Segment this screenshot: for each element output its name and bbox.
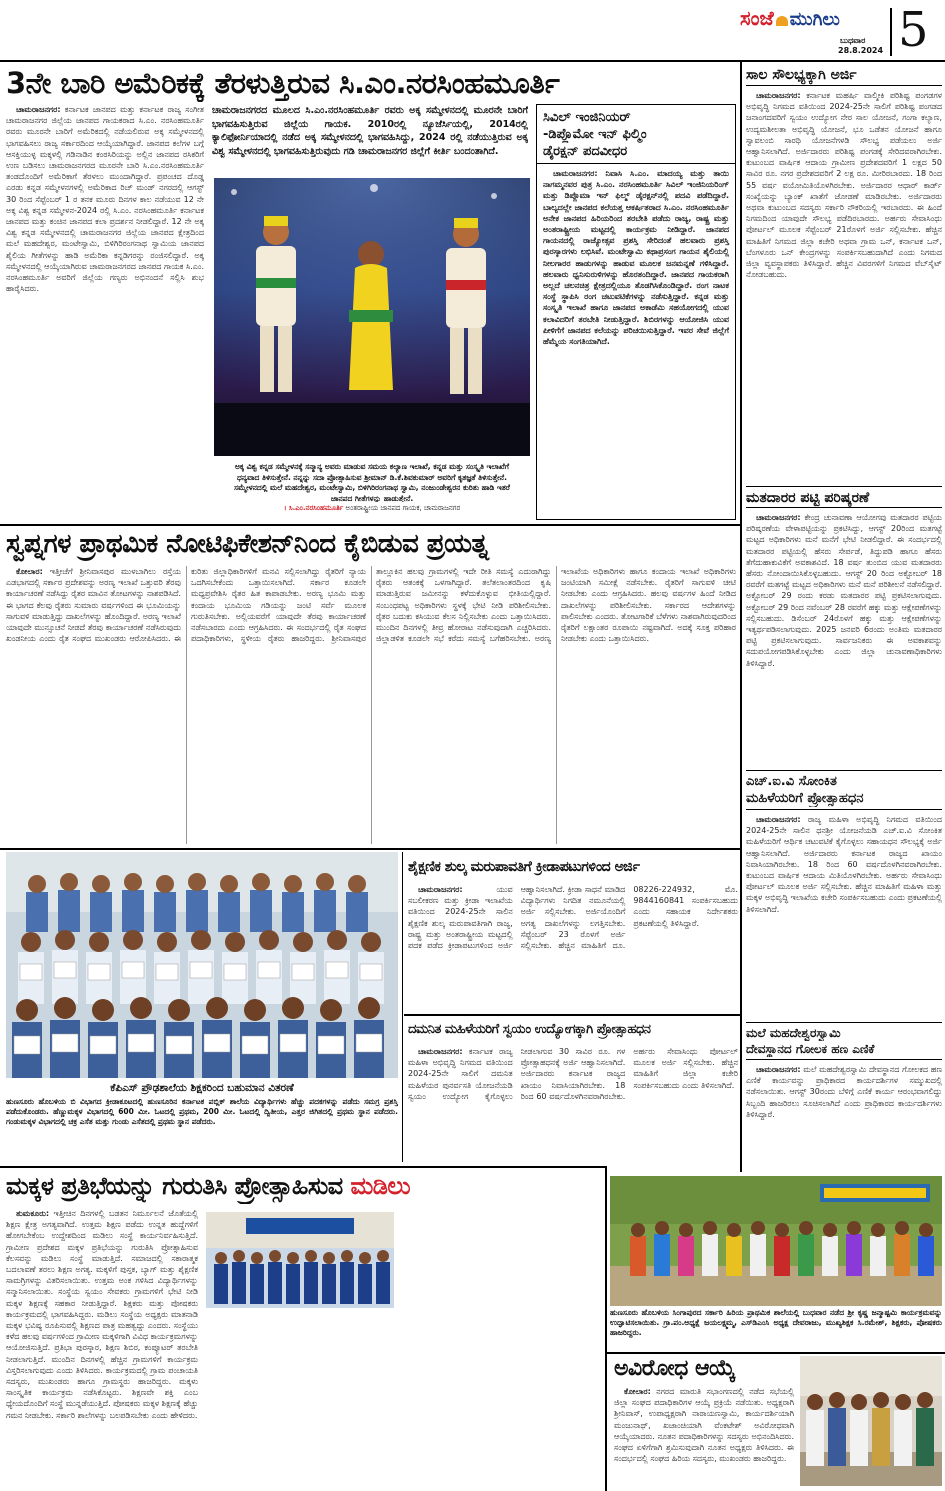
- loan-section: [746, 64, 942, 484]
- logo-left: ಸಂಜೆ: [740, 6, 774, 30]
- madilu-photo-illustration: [206, 1212, 394, 1308]
- masthead: [740, 2, 945, 60]
- masthead-day: ಬುಧವಾರ: [840, 36, 866, 45]
- hiv-headline-block: [746, 770, 942, 810]
- profile-title-block: [537, 105, 735, 164]
- lead-intro: ಚಾಮರಾಜನಗರದ ಮೂಲದ ಸಿ.ಎಂ.ನರಸಿಂಹಮೂರ್ತಿ ರವರು ಅಕ್ಕ ಸಮ್ಮೇಳನದಲ್ಲಿ ಮೂರನೇ ಬಾರಿಗೆ ಭಾಗವಹಿಸುತ್ತಿರುವ ಜಿಲ್ಲೆಯ ಗಾಯಕ. 2010ರಲ್ಲಿ ನ್ಯೂಜೆರ್ಸಿಯಲ್ಲಿ, 2014ರಲ್ಲಿ ಕ್ಯಾಲಿಫೋರ್ನಿಯಾದಲ್ಲಿ ನಡೆದ ಅಕ್ಕ ಸಮ್ಮೇಳನದಲ್ಲಿ ಭಾಗವಹಿಸಿದ್ದು, 2024 ರಲ್ಲಿ ನಡೆಯುತ್ತಿರುವ ಅಕ್ಕ ವಿಶ್ವ ಸಮ್ಮೇಳನದಲ್ಲಿ ಭಾಗವಹಿಸುತ್ತಿರುವುದು ಗಡಿ ಚಾಮರಾಜನಗರ ಜಿಲ್ಲೆಗೆ ಕೀರ್ತಿ ಬಂದಂತಾಗಿದೆ.: [212, 105, 528, 157]
- hiv-headline-1: ಎಚ್.ಐ.ವಿ ಸೋಂಕಿತ: [746, 774, 837, 789]
- temple-headline-2: ದೇವಸ್ಥಾನದ ಗೋಲಕ ಹಣ ಎಣಿಕೆ: [746, 1042, 875, 1056]
- caption-credit: । ಸಿ.ಎಂ.ನರಸಿಂಹಮೂರ್ತಿ: [283, 504, 344, 512]
- temple-section: [746, 1022, 942, 1172]
- sports-dateline: ಚಾಮರಾಜನಗರ:: [418, 885, 463, 894]
- avirodha-body: [614, 1386, 794, 1488]
- hiv-headline-2: ಮಹಿಳೆಯರಿಗೆ ಪ್ರೋತ್ಸಾಹಧನ: [746, 791, 864, 806]
- profile-title-2: -ಡಿಪ್ಲೊಮೋ ಇನ್ ಫಿಲ್ಮಿಂ: [543, 127, 647, 142]
- women-dateline: ಚಾಮರಾಜನಗರ:: [418, 1047, 463, 1056]
- caption-credit-role: ಅಂತರಾಷ್ಟ್ರೀಯ ಜಾನಪದ ಗಾಯಕ, ಚಾಮರಾಜನಗರ: [345, 504, 461, 512]
- voter-dateline: ಚಾಮರಾಜನಗರ:: [756, 513, 801, 522]
- kps-caption-title: ಕೆಪಿಎಸ್ ಪ್ರೌಢಶಾಲೆಯ ಶಿಕ್ಷಕರಿಂದ ಬಹುಮಾನ ವಿತರಣೆ: [110, 1082, 294, 1094]
- temple-headline-1: ಮಲೆ ಮಹದೇಶ್ವರಸ್ವಾಮಿ: [746, 1026, 841, 1040]
- voter-section: [746, 486, 942, 768]
- voter-body: [746, 512, 942, 766]
- page-number: 5: [898, 2, 929, 58]
- profile-body: [537, 164, 735, 512]
- camp-photo: [610, 1176, 942, 1306]
- lead-body-text: ಕರ್ನಾಟಕ ಜಾನಪದ ಮತ್ತು ಕರ್ನಾಟಕ ರಾಜ್ಯ ಸಂಗೀತ ಚಾಮರಾಜನಗರ ಜಿಲ್ಲೆಯ ಜಾನಪದ ಗಾಯಕರಾದ ಸಿ.ಎಂ. ನರಸಿಂಹಮೂರ್ತಿ ರವರು ಮೂರನೇ ಬಾರಿಗೆ ಅಮೆರಿಕದಲ್ಲಿ ನಡೆಯಲಿರುವ ಅಕ್ಕ ಸಮ್ಮೇಳನದಲ್ಲಿ ಭಾಗವಹಿಸಲು ರಾಜ್ಯ ಸರ್ಕಾರದಿಂದ ಆಯ್ಕೆಯಾಗಿದ್ದಾರೆ. ಜಾನಪದ ಕಲೆಗಳ ಬಗ್ಗೆ ಆಸಕ್ತಿಯುಳ್ಳ ಮಕ್ಕಳಲ್ಲಿ ಗಡಿನಾಡಿನ ಕಂಠಸಿರಿಯನ್ನು ಅಲ್ಲಿನ ಜಾನಪದ ರಸಿಕರಿಗೆ ಉಣ ಬಡಿಸಲು ಚಾಮರಾಜನಗರದ ಮೂರನೇ ಬಾರಿ ಸಿ.ಎಂ.ನರಸಿಂಹಮೂರ್ತಿ ತಂಡದೊಂದಿಗೆ ಅಮೆರಿಕಾಗೆ ತೆರಳಲು ಮುಂದಾಗಿದ್ದಾರೆ. ಪ್ರಪಂಚದ ದೊಡ್ಡ ಎರಡು ಕನ್ನಡ ಸಮ್ಮೇಳನಗಳಲ್ಲಿ ಅಮೆರಿಕಾದ ರಿಚ್ ಮಂಡ್ ನಗರದಲ್ಲಿ ಆಗಸ್ಟ್ 30 ರಿಂದ ಸೆಪ್ಟೆಂಬರ್ 1 ರ ತನಕ ಮೂರು ದಿನಗಳ ಕಾಲ ನಡೆಯುವ 12 ನೇ ಅಕ್ಕ ವಿಶ್ವ ಕನ್ನಡ ಸಮ್ಮೇಳನ-2024 ರಲ್ಲಿ ಸಿ.ಎಂ. ನರಸಿಂಹಮೂರ್ತಿ ಕರ್ನಾಟಕ ಜಾನಪದ ಮತ್ತು ಕಂಚಿನ ಜಾನಪದ ಕಲಾ ಪ್ರದರ್ಶನ ನೀಡಲಿದ್ದಾರೆ. 12 ನೇ ಅಕ್ಕ ವಿಶ್ವ ಕನ್ನಡ ಸಮ್ಮೇಳನದಲ್ಲಿ ಚಾಮರಾಜನಗರ ಜಿಲ್ಲೆಯ ಜಾನಪದ ಕ್ಷೇತ್ರದಿಂದ ಮಲೆ ಮಹದೇಶ್ವರ, ಮಂಟೇಸ್ವಾಮಿ, ಬಿಳಿಗಿರಿರಂಗನಾಥ ಸ್ವಾಮಿಯ ಜಾನಪದ ಶೈಲಿಯ ಗೀತೆಗಳನ್ನು ಹಾಡಿ ಅಮೆರಿಕಾ ಕನ್ನಡಿಗರನ್ನು ರಂಜಿಸಲಿದ್ದಾರೆ. ಅಕ್ಕ ಸಮ್ಮೇಳನದಲ್ಲಿ ಆಯ್ಕೆಯಾಗಿರುವ ಚಾಮರಾಜನಗರದ ಜಾನಪದ ಗಾಯಕ ಸಿ.ಎಂ. ನರಸಿಂಹಮೂರ್ತಿ ಅವರಿಗೆ ಜಿಲ್ಲೆಯ ಗಣ್ಯರು ಅಭಿನಂದನೆ ಸಲ್ಲಿಸಿ ಶುಭ ಹಾರೈಸಿದರು.: [6, 105, 204, 294]
- temple-body-text: ಮಲೆ ಮಹದೇಶ್ವರಸ್ವಾಮಿ ದೇವಸ್ಥಾನದ ಗೋಲಕದ ಹಣ ಎಣಿಕೆ ಕಾರ್ಯವನ್ನು ಪ್ರಾಧಿಕಾರದ ಕಾರ್ಯದರ್ಶಿಗಳ ಸಮ್ಮುಖದಲ್ಲಿ ನಡೆಸಲಾಯಿತು. ಆಗಸ್ಟ್ 30ರಂದು ಬೆಳಿಗ್ಗೆ ಎಣಿಕೆ ಕಾರ್ಯ ಆರಂಭವಾಗಲಿದ್ದು ಸಿಬ್ಬಂದಿ ಹಾಜರಿರಲು ಸೂಚಿಸಲಾಗಿದೆ ಎಂದು ಪ್ರಾಧಿಕಾರದ ಕಾರ್ಯದರ್ಶಿಗಳು ತಿಳಿಸಿದ್ದಾರೆ.: [746, 1065, 942, 1119]
- hiv-body-text: ರಾಜ್ಯ ಮಹಿಳಾ ಅಭಿವೃದ್ಧಿ ನಿಗಮದ ವತಿಯಿಂದ 2024-25ನೇ ಸಾಲಿನ ಧನಶ್ರೀ ಯೋಜನೆಯಡಿ ಎಚ್.ಐ.ವಿ ಸೋಂಕಿತ ಮಹಿಳೆಯರಿಗೆ ಆರ್ಥಿಕ ಚಟುವಟಿಕೆ ಕೈಗೊಳ್ಳಲು ಸಹಾಯಧನ ಸೌಲಭ್ಯಕ್ಕೆ ಅರ್ಜಿ ಆಹ್ವಾನಿಸಲಾಗಿದೆ. ಅರ್ಜಿದಾರರು ಕರ್ನಾಟಕ ರಾಜ್ಯದ ಖಾಯಂ ನಿವಾಸಿಯಾಗಿರಬೇಕು. 18 ರಿಂದ 60 ವರ್ಷದೊಳಗಿನವರಾಗಿರಬೇಕು. ಕುಟುಂಬದ ವಾರ್ಷಿಕ ಆದಾಯ ಮಿತಿಯೊಳಗಿರಬೇಕು. ಅರ್ಹರು ಸೇವಾಸಿಂಧು ಪೋರ್ಟಲ್ ಮೂಲಕ ಅರ್ಜಿ ಸಲ್ಲಿಸಬೇಕು. ಹೆಚ್ಚಿನ ಮಾಹಿತಿಗೆ ಮಹಿಳಾ ಮತ್ತು ಮಕ್ಕಳ ಅಭಿವೃದ್ಧಿ ಇಲಾಖೆಯ ಕಚೇರಿ ಸಂಪರ್ಕಿಸಬಹುದು ಎಂದು ಪ್ರಕಟಣೆಯಲ್ಲಿ ತಿಳಿಸಲಾಗಿದೆ.: [746, 815, 942, 914]
- madilu-headline-part1: ಮಕ್ಕಳ ಪ್ರತಿಭೆಯನ್ನು ಗುರುತಿಸಿ ಪ್ರೋತ್ಸಾಹಿಸುವ: [6, 1172, 351, 1200]
- concert-caption: ಅಕ್ಕ ವಿಶ್ವ ಕನ್ನಡ ಸಮ್ಮೇಳನಕ್ಕೆ ಸನ್ಮಾನ್ಯ ಅವರು ಮಾಡುವ ಸಮಯ ಕಲ್ಯಾಣ ಇಲಾಖೆ, ಕನ್ನಡ ಮತ್ತು ಸಂಸ್ಕೃತಿ ಇಲಾಖೆಗೆ ಧನ್ಯವಾದ ತಿಳಿಸುತ್ತೇನೆ. ನನ್ನನ್ನು ಸದಾ ಪ್ರೋತ್ಸಾಹಿಸುವ ಶ್ರೀಮಾನ್ ಡಿ.ಕೆ.ಶಿವಕುಮಾರ್ ಅವರಿಗೆ ಕೃತಜ್ಞತೆ ತಿಳಿಸುತ್ತೇನೆ. ಸಮ್ಮೇಳನದಲ್ಲಿ ಮಲೆ ಮಹದೇಶ್ವರ, ಮಂಟೇಸ್ವಾಮಿ, ಬಿಳಿಗಿರಿರಂಗನಾಥ ಸ್ವಾಮಿ, ನಂಜುಂಡೇಶ್ವರನ ಕುರಿತು ಹಾಡಿ ಇತರೆ ಜಾನಪದ ಗೀತೆಗಳನ್ನು ಹಾಡುತ್ತೇನೆ.: [234, 462, 510, 502]
- masthead-rule: [0, 60, 945, 62]
- temple-body: [746, 1064, 942, 1164]
- dreams-body: [6, 566, 736, 844]
- temple-dateline: ಚಾಮರಾಜನಗರ:: [756, 1065, 801, 1074]
- sports-body-text: ಯುವ ಸಬಲೀಕರಣ ಮತ್ತು ಕ್ರೀಡಾ ಇಲಾಖೆಯ ವತಿಯಿಂದ 2024-25ನೇ ಸಾಲಿನ ಶೈಕ್ಷಣಿಕ ಶುಲ್ಕ ಮರುಪಾವತಿಗಾಗಿ ರಾಜ್ಯ, ರಾಷ್ಟ್ರ ಮತ್ತು ಅಂತರಾಷ್ಟ್ರೀಯ ಮಟ್ಟದಲ್ಲಿ ಪದಕ ಪಡೆದ ಕ್ರೀಡಾಪಟುಗಳಿಂದ ಅರ್ಜಿ ಆಹ್ವಾನಿಸಲಾಗಿದೆ. ಕ್ರೀಡಾ ಸಾಧನೆ ಮಾಡಿದ ವಿದ್ಯಾರ್ಥಿಗಳು ನಿಗದಿತ ನಮೂನೆಯಲ್ಲಿ ಅರ್ಜಿ ಸಲ್ಲಿಸಬೇಕು. ಅರ್ಜಿಯೊಂದಿಗೆ ಅಗತ್ಯ ದಾಖಲೆಗಳನ್ನು ಲಗತ್ತಿಸಬೇಕು. ಸೆಪ್ಟೆಂಬರ್ 23 ರೊಳಗೆ ಅರ್ಜಿ ಸಲ್ಲಿಸಬೇಕು. ಹೆಚ್ಚಿನ ಮಾಹಿತಿಗೆ ದೂ. 08226-224932, ಮೊ. 9844160841 ಸಂಪರ್ಕಿಸಬಹುದು ಎಂದು ಸಹಾಯಕ ನಿರ್ದೇಶಕರು ಪ್ರಕಟಣೆಯಲ್ಲಿ ತಿಳಿಸಿದ್ದಾರೆ.: [408, 885, 738, 951]
- hiv-section: [746, 770, 942, 1020]
- logo-right: ಮುಗಿಲು: [789, 9, 840, 30]
- profile-body-text: ನಿವಾಸಿ ಸಿ.ಎಂ. ಮಾದಯ್ಯ ಮತ್ತು ತಾಯಿ ನಾಗಮ್ಮನವರ ಪುತ್ರ ಸಿ.ಎಂ. ನರಸಿಂಹಮೂರ್ತಿ ಸಿವಿಲ್ ಇಂಜಿನಿಯರಿಂಗ್ ಮತ್ತು ಡಿಪ್ಲೊಮಾ ಇನ್ ಫಿಲ್ಮ್ ಡೈರಕ್ಷನ್‌ನಲ್ಲಿ ಪದವಿ ಪಡೆದಿದ್ದಾರೆ. ಬಾಲ್ಯದಲ್ಲೇ ಜಾನಪದ ಕಲೆಯತ್ತ ಆಕರ್ಷಿತರಾದ ಸಿ.ಎಂ. ನರಸಿಂಹಮೂರ್ತಿ ಅನೇಕ ಜಾನಪದ ಹಿರಿಯರಿಂದ ತರಬೇತಿ ಪಡೆದು ರಾಜ್ಯ, ರಾಷ್ಟ್ರ ಮತ್ತು ಅಂತರಾಷ್ಟ್ರೀಯ ಮಟ್ಟದಲ್ಲಿ ಕಾರ್ಯಕ್ರಮ ನೀಡಿದ್ದಾರೆ. ಜಾನಪದ ಗಾಯನದಲ್ಲಿ ರಾಜ್ಯೋತ್ಸವ ಪ್ರಶಸ್ತಿ ಸೇರಿದಂತೆ ಹಲವಾರು ಪ್ರಶಸ್ತಿ ಪುರಸ್ಕಾರಗಳು ಲಭಿಸಿವೆ. ಮಂಟೇಸ್ವಾಮಿ ಕಥಾಪ್ರಸಂಗ ಗಾಯನ ಶೈಲಿಯಲ್ಲಿ ನೀಲಗಾರರ ಹಾಡುಗಳನ್ನು ಹಾಡುವ ಮೂಲಕ ಜನಮನ್ನಣೆ ಗಳಿಸಿದ್ದಾರೆ. ಹಲವಾರು ಧ್ವನಿಸುರುಳಿಗಳನ್ನು ಹೊರತಂದಿದ್ದಾರೆ. ಜಾನಪದ ಗಾಯಕರಾಗಿ ಅಲ್ಲದೆ ಚಲನಚಿತ್ರ ಕ್ಷೇತ್ರದಲ್ಲಿಯೂ ತೊಡಗಿಸಿಕೊಂಡಿದ್ದಾರೆ. ರಂಗ ನಾಟಕ ಸಂಸ್ಥೆ ಸ್ಥಾಪಿಸಿ ರಂಗ ಚಟುವಟಿಕೆಗಳನ್ನು ನಡೆಸುತ್ತಿದ್ದಾರೆ. ಕನ್ನಡ ಮತ್ತು ಸಂಸ್ಕೃತಿ ಇಲಾಖೆ ಹಾಗೂ ಜಾನಪದ ಅಕಾಡೆಮಿ ಸಹಯೋಗದಲ್ಲಿ ಯುವ ಕಲಾವಿದರಿಗೆ ತರಬೇತಿ ನೀಡುತ್ತಿದ್ದಾರೆ. ಶಿಬಿರಗಳನ್ನು ಆಯೋಜಿಸಿ ಯುವ ಪೀಳಿಗೆಗೆ ಜಾನಪದ ಕಲೆಯನ್ನು ಪರಿಚಯಿಸುತ್ತಿದ್ದಾರೆ. ಇವರ ಸೇವೆ ಜಿಲ್ಲೆಗೆ ಹೆಮ್ಮೆಯ ಸಂಗತಿಯಾಗಿದೆ.: [543, 169, 729, 347]
- madilu-headline-part2: ಮಡಿಲು: [350, 1172, 411, 1200]
- voter-headline: ಮತದಾರರ ಪಟ್ಟಿ ಪರಿಷ್ಕರಣೆ: [746, 486, 942, 508]
- camp-caption: ಹುಣಸೂರು ಹೊಬಳಿಯ ಸಿಂಗಾಪುರದ ಸರ್ಕಾರಿ ಹಿರಿಯ ಪ್ರಾಥಮಿಕ ಶಾಲೆಯಲ್ಲಿ ಬುಧವಾರ ನಡೆದ ಶ್ರೀ ಕೃಷ್ಣ ಜನ್ಮಾಷ್ಟಮಿ ಕಾರ್ಯಕ್ರಮವನ್ನು ಉದ್ಘಾಟಿಸಲಾಯಿತು. ಗ್ರಾ.ಪಂ.ಅಧ್ಯಕ್ಷೆ ಜಯಲಕ್ಷ್ಮಮ್ಮ, ಎಸ್‌ಡಿಎಂಸಿ ಅಧ್ಯಕ್ಷ ದೇವರಾಜು, ಮುಖ್ಯಶಿಕ್ಷಕ ಸಿ.ರಮೇಶ್, ಶಿಕ್ಷಕರು, ಪೋಷಕರು ಹಾಜರಿದ್ದರು.: [610, 1308, 942, 1337]
- kps-sports-divider: [402, 852, 403, 1162]
- profile-title-1: ಸಿವಿಲ್ ಇಂಜಿನಿಯರ್: [543, 110, 631, 125]
- avirodha-headline: ಅವಿರೋಧ ಆಯ್ಕೆ: [614, 1356, 736, 1381]
- concert-caption-box: [214, 458, 530, 520]
- women-headline: ದಮನಿತ ಮಹಿಳೆಯರಿಗೆ ಸ್ವಯಂ ಉದ್ಯೋಗಕ್ಕಾಗಿ ಪ್ರೋತ್ಸಾಹಧನ: [408, 1022, 651, 1037]
- loan-body-text: ಕರ್ನಾಟಕ ಮಹರ್ಷಿ ವಾಲ್ಮೀಕಿ ಪರಿಶಿಷ್ಟ ಪಂಗಡಗಳ ಅಭಿವೃದ್ಧಿ ನಿಗಮದ ವತಿಯಿಂದ 2024-25ನೇ ಸಾಲಿಗೆ ಪರಿಶಿಷ್ಟ ಪಂಗಡದ ಜನಾಂಗದವರಿಗೆ ಸ್ವಯಂ ಉದ್ಯೋಗ ನೇರ ಸಾಲ ಯೋಜನೆ, ಗಂಗಾ ಕಲ್ಯಾಣ, ಉದ್ಯಮಶೀಲತಾ ಅಭಿವೃದ್ಧಿ ಯೋಜನೆ, ಭೂ ಒಡೆತನ ಯೋಜನೆ ಹಾಗೂ ಸ್ವಾವಲಂಬಿ ಸಾರಥಿ ಯೋಜನೆಗಳಡಿ ಸೌಲಭ್ಯ ಪಡೆಯಲು ಅರ್ಜಿ ಆಹ್ವಾನಿಸಲಾಗಿದೆ. ಅರ್ಜಿದಾರರು ಪರಿಶಿಷ್ಟ ಪಂಗಡಕ್ಕೆ ಸೇರಿದವರಾಗಿರಬೇಕು. ಕುಟುಂಬದ ವಾರ್ಷಿಕ ಆದಾಯ ಗ್ರಾಮೀಣ ಪ್ರದೇಶದವರಿಗೆ 1 ಲಕ್ಷದ 50 ಸಾವಿರ ರೂ. ನಗರ ಪ್ರದೇಶದವರಿಗೆ 2 ಲಕ್ಷ ರೂ. ಮೀರಿರಬಾರದು. 18 ರಿಂದ 55 ವರ್ಷ ವಯೋಮಿತಿಯೊಳಗಿರಬೇಕು. ಅರ್ಜಿದಾರರ ಆಧಾರ್ ಕಾರ್ಡ್ ಸಂಖ್ಯೆಯನ್ನು ಬ್ಯಾಂಕ್ ಖಾತೆಗೆ ಜೋಡಣೆ ಮಾಡಿರಬೇಕು. ಅರ್ಜಿದಾರರು ಅಥವಾ ಕುಟುಂಬದ ಸದಸ್ಯರು ಸರ್ಕಾರಿ ನೌಕರಿಯಲ್ಲಿ ಇರಬಾರದು. ಈ ಹಿಂದೆ ನಿಗಮದಿಂದ ಯಾವುದೇ ಸೌಲಭ್ಯ ಪಡೆದಿರಬಾರದು. ಅರ್ಹರು ಸೇವಾಸಿಂಧು ಪೋರ್ಟಲ್ ಮೂಲಕ ಸೆಪ್ಟೆಂಬರ್ 21ರೊಳಗೆ ಅರ್ಜಿ ಸಲ್ಲಿಸಬೇಕು. ಹೆಚ್ಚಿನ ಮಾಹಿತಿಗೆ ನಿಗಮದ ಜಿಲ್ಲಾ ಕಚೇರಿ ಅಥವಾ ಗ್ರಾಮ ಒನ್, ಕರ್ನಾಟಕ ಒನ್, ಬೆಂಗಳೂರು ಒನ್ ಕೇಂದ್ರಗಳನ್ನು ಸಂಪರ್ಕಿಸಬಹುದಾಗಿದೆ ಎಂದು ನಿಗಮದ ಜಿಲ್ಲಾ ವ್ಯವಸ್ಥಾಪಕರು ತಿಳಿಸಿದ್ದಾರೆ. ಹೆಚ್ಚಿನ ವಿವರಗಳಿಗೆ ನಿಗಮದ ವೆಬ್‌ಸೈಟ್ ನೋಡಬಹುದು.: [746, 91, 942, 280]
- loan-body: [746, 90, 942, 478]
- loan-dateline: ಚಾಮರಾಜನಗರ:: [756, 91, 801, 100]
- temple-headline-block: [746, 1022, 942, 1060]
- hiv-body: [746, 814, 942, 1014]
- madilu-body-text: ಇತ್ತೀಚಿನ ದಿನಗಳಲ್ಲಿ ಬಡತನ ನಿರ್ಮೂಲನೆ ಜೊತೆಯಲ್ಲಿ ಶಿಕ್ಷಣ ಕ್ಷೇತ್ರ ಅಗತ್ಯವಾಗಿದೆ. ಉತ್ತಮ ಶಿಕ್ಷಣ ಪಡೆದು ಉನ್ನತ ಹುದ್ದೆಗಳಿಗೆ ಹೋಗಬೇಕೆಂಬ ಉದ್ದೇಶದಿಂದ ಮಡಿಲು ಸಂಸ್ಥೆ ಕಾರ್ಯನಿರ್ವಹಿಸುತ್ತಿದೆ. ಗ್ರಾಮೀಣ ಪ್ರದೇಶದ ಮಕ್ಕಳ ಪ್ರತಿಭೆಯನ್ನು ಗುರುತಿಸಿ ಪ್ರೋತ್ಸಾಹಿಸುವ ಕೆಲಸವನ್ನು ಮಡಿಲು ಸಂಸ್ಥೆ ಮಾಡುತ್ತಿದೆ. ಸಮಾಜದಲ್ಲಿ ಸಕಾರಾತ್ಮಕ ಬದಲಾವಣೆ ತರಲು ಶಿಕ್ಷಣ ಅಗತ್ಯ. ಮಕ್ಕಳಿಗೆ ಪುಸ್ತಕ, ಬ್ಯಾಗ್ ಮತ್ತು ಶೈಕ್ಷಣಿಕ ಸಾಮಗ್ರಿಗಳನ್ನು ವಿತರಿಸಲಾಯಿತು. ಉತ್ತಮ ಅಂಕ ಗಳಿಸಿದ ವಿದ್ಯಾರ್ಥಿಗಳನ್ನು ಸನ್ಮಾನಿಸಲಾಯಿತು. ಸಂಸ್ಥೆಯ ಸ್ವಯಂ ಸೇವಕರು ಗ್ರಾಮಗಳಿಗೆ ಭೇಟಿ ನೀಡಿ ಮಕ್ಕಳ ಶಿಕ್ಷಣಕ್ಕೆ ಸಹಕಾರ ನೀಡುತ್ತಿದ್ದಾರೆ. ಶಿಕ್ಷಕರು ಮತ್ತು ಪೋಷಕರು ಕಾರ್ಯಕ್ರಮದಲ್ಲಿ ಭಾಗವಹಿಸಿದ್ದರು. ಮಡಿಲು ಸಂಸ್ಥೆಯ ಅಧ್ಯಕ್ಷರು ಮಾತನಾಡಿ ಮಕ್ಕಳ ಭವಿಷ್ಯ ರೂಪಿಸುವಲ್ಲಿ ಶಿಕ್ಷಣದ ಪಾತ್ರ ಮಹತ್ವದ್ದು ಎಂದರು. ಸಂಸ್ಥೆಯು ಕಳೆದ ಹಲವು ವರ್ಷಗಳಿಂದ ಗ್ರಾಮೀಣ ಮಕ್ಕಳಿಗಾಗಿ ವಿವಿಧ ಕಾರ್ಯಕ್ರಮಗಳನ್ನು ಆಯೋಜಿಸುತ್ತಿದೆ. ಪ್ರತಿಭಾ ಪುರಸ್ಕಾರ, ಶಿಕ್ಷಣ ಶಿಬಿರ, ಕಂಪ್ಯೂಟರ್ ತರಬೇತಿ ನೀಡಲಾಗುತ್ತಿದೆ. ಮುಂದಿನ ದಿನಗಳಲ್ಲಿ ಹೆಚ್ಚಿನ ಗ್ರಾಮಗಳಿಗೆ ಕಾರ್ಯಕ್ರಮ ವಿಸ್ತರಿಸಲಾಗುವುದು ಎಂದು ತಿಳಿಸಿದರು. ಕಾರ್ಯಕ್ರಮದಲ್ಲಿ ಗ್ರಾಮ ಪಂಚಾಯತಿ ಸದಸ್ಯರು, ಮುಖಂಡರು ಹಾಗೂ ಗ್ರಾಮಸ್ಥರು ಹಾಜರಿದ್ದರು. ಮಕ್ಕಳು ಸಾಂಸ್ಕೃತಿಕ ಕಾರ್ಯಕ್ರಮ ನಡೆಸಿಕೊಟ್ಟರು. ಶಿಕ್ಷಣವೇ ಶಕ್ತಿ ಎಂಬ ಧ್ಯೇಯದೊಂದಿಗೆ ಸಂಸ್ಥೆ ಮುನ್ನಡೆಯುತ್ತಿದೆ. ಪೋಷಕರು ಮಕ್ಕಳ ಶಿಕ್ಷಣಕ್ಕೆ ಹೆಚ್ಚು ಗಮನ ನೀಡಬೇಕು. ಸರ್ಕಾರಿ ಶಾಲೆಗಳನ್ನು ಬಲಪಡಿಸಬೇಕು ಎಂದು ಹೇಳಿದರು.: [6, 1209, 198, 1420]
- dreams-body-text: ಇತ್ತೀಚೆಗೆ ಶ್ರೀನಿವಾಸಪುರ ಮುಳಬಾಗಿಲು ರಸ್ತೆಯ ಎಡಭಾಗದಲ್ಲಿ ಸರ್ಕಾರ ಪ್ರದೇಶವನ್ನು ಅರಣ್ಯ ಇಲಾಖೆ ಒತ್ತುವರಿ ತೆರವು ಕಾರ್ಯಾಚರಣೆ ನಡೆಸಿದ್ದು ರೈತರ ಮಾವಿನ ತೋಟಗಳನ್ನು ನಾಶಪಡಿಸಿದೆ. ಈ ಭಾಗದ ಕೆಲವು ರೈತರು ಸುಮಾರು ವರ್ಷಗಳಿಂದ ಈ ಭೂಮಿಯನ್ನು ಸಾಗುವಳಿ ಮಾಡುತ್ತಿದ್ದು ದಾಖಲೆಗಳನ್ನು ಹೊಂದಿದ್ದಾರೆ. ಅರಣ್ಯ ಇಲಾಖೆ ಯಾವುದೇ ಮುನ್ಸೂಚನೆ ನೀಡದೆ ತೆರವು ಕಾರ್ಯಾಚರಣೆ ನಡೆಸಿರುವುದು ಖಂಡನೀಯ ಎಂದು ರೈತ ಸಂಘದ ಮುಖಂಡರು ಆರೋಪಿಸಿದರು. ಈ ಕುರಿತು ಜಿಲ್ಲಾಧಿಕಾರಿಗಳಿಗೆ ಮನವಿ ಸಲ್ಲಿಸಲಾಗಿದ್ದು ರೈತರಿಗೆ ನ್ಯಾಯ ಒದಗಿಸಬೇಕೆಂದು ಒತ್ತಾಯಿಸಲಾಗಿದೆ. ಸರ್ಕಾರ ಕೂಡಲೇ ಮಧ್ಯಪ್ರವೇಶಿಸಿ ರೈತರ ಹಿತ ಕಾಪಾಡಬೇಕು. ಅರಣ್ಯ ಭೂಮಿ ಮತ್ತು ಕಂದಾಯ ಭೂಮಿಯ ಗಡಿಯನ್ನು ಜಂಟಿ ಸರ್ವೆ ಮೂಲಕ ಗುರುತಿಸಬೇಕು. ಅಲ್ಲಿಯವರೆಗೆ ಯಾವುದೇ ತೆರವು ಕಾರ್ಯಾಚರಣೆ ನಡೆಸಬಾರದು ಎಂದು ಆಗ್ರಹಿಸಿದರು. ಈ ಸಂದರ್ಭದಲ್ಲಿ ರೈತ ಸಂಘದ ಪದಾಧಿಕಾರಿಗಳು, ಸ್ಥಳೀಯ ರೈತರು ಹಾಜರಿದ್ದರು. ಶ್ರೀನಿವಾಸಪುರ ತಾಲ್ಲೂಕಿನ ಹಲವು ಗ್ರಾಮಗಳಲ್ಲಿ ಇದೇ ರೀತಿ ಸಮಸ್ಯೆ ಎದುರಾಗಿದ್ದು ರೈತರು ಆತಂಕಕ್ಕೆ ಒಳಗಾಗಿದ್ದಾರೆ. ತಲೆತಲಾಂತರದಿಂದ ಕೃಷಿ ಮಾಡುತ್ತಿರುವ ಜಮೀನನ್ನು ಕಳೆದುಕೊಳ್ಳುವ ಭೀತಿಯಲ್ಲಿದ್ದಾರೆ. ಸಂಬಂಧಪಟ್ಟ ಅಧಿಕಾರಿಗಳು ಸ್ಥಳಕ್ಕೆ ಭೇಟಿ ನೀಡಿ ಪರಿಶೀಲಿಸಬೇಕು. ರೈತರ ಬದುಕು ಕಸಿಯುವ ಕೆಲಸ ನಿಲ್ಲಿಸಬೇಕು ಎಂದು ಒತ್ತಾಯಿಸಿದರು. ಮುಂದಿನ ದಿನಗಳಲ್ಲಿ ತೀವ್ರ ಹೋರಾಟ ನಡೆಸುವುದಾಗಿ ಎಚ್ಚರಿಸಿದರು. ಜಿಲ್ಲಾಡಳಿತ ಕೂಡಲೇ ಸಭೆ ಕರೆದು ಸಮಸ್ಯೆ ಬಗೆಹರಿಸಬೇಕು. ಅರಣ್ಯ ಇಲಾಖೆಯ ಅಧಿಕಾರಿಗಳು ಹಾಗೂ ಕಂದಾಯ ಇಲಾಖೆ ಅಧಿಕಾರಿಗಳು ಜಂಟಿಯಾಗಿ ಸಮೀಕ್ಷೆ ನಡೆಸಬೇಕು. ರೈತರಿಗೆ ಸಾಗುವಳಿ ಚೀಟಿ ನೀಡಬೇಕು ಎಂದು ಆಗ್ರಹಿಸಿದರು. ಹಲವು ವರ್ಷಗಳ ಹಿಂದೆ ನೀಡಿದ ದಾಖಲೆಗಳನ್ನು ಪರಿಶೀಲಿಸಬೇಕು. ಸರ್ಕಾರದ ಆದೇಶಗಳನ್ನು ಪಾಲಿಸಬೇಕು ಎಂದರು. ತೋಟಗಾರಿಕೆ ಬೆಳೆಗಳು ನಾಶವಾಗಿರುವುದರಿಂದ ರೈತರಿಗೆ ಲಕ್ಷಾಂತರ ರೂಪಾಯಿ ನಷ್ಟವಾಗಿದೆ. ಅದಕ್ಕೆ ಸೂಕ್ತ ಪರಿಹಾರ ನೀಡಬೇಕು ಎಂದು ಒತ್ತಾಯಿಸಿದರು.: [6, 567, 736, 644]
- dreams-headline: ಸ್ವಪ್ನಗಳ ಪ್ರಾಥಮಿಕ ನೋಟಿಫಿಕೇಶನ್‌ನಿಂದ ಕೈಬಿಡುವ ಪ್ರಯತ್ನ: [6, 529, 489, 559]
- kps-students-photo: [6, 852, 398, 1078]
- hiv-dateline: ಚಾಮರಾಜನಗರ:: [756, 815, 801, 824]
- concert-photo: [214, 178, 530, 456]
- voter-body-text: ಕೇಂದ್ರ ಚುನಾವಣಾ ಆಯೋಗವು ಮತದಾರರ ಪಟ್ಟಿಯ ಪರಿಷ್ಕರಣೆಯ ವೇಳಾಪಟ್ಟಿಯನ್ನು ಪ್ರಕಟಿಸಿದ್ದು, ಆಗಸ್ಟ್ 20ರಿಂದ ಮತಗಟ್ಟೆ ಮಟ್ಟದ ಅಧಿಕಾರಿಗಳು ಮನೆ ಮನೆಗೆ ಭೇಟಿ ನೀಡಲಿದ್ದಾರೆ. ಈ ಸಂದರ್ಭದಲ್ಲಿ ಮತದಾರರ ಪಟ್ಟಿಯಲ್ಲಿ ಹೆಸರು ಸೇರ್ಪಡೆ, ತಿದ್ದುಪಡಿ ಹಾಗೂ ಹೆಸರು ತೆಗೆದುಹಾಕುವಿಕೆಗೆ ಅವಕಾಶವಿದೆ. 18 ವರ್ಷ ತುಂಬಿದ ಯುವ ಮತದಾರರು ಹೆಸರು ನೋಂದಾಯಿಸಿಕೊಳ್ಳಬಹುದು. ಆಗಸ್ಟ್ 20 ರಿಂದ ಅಕ್ಟೋಬರ್ 18 ರವರೆಗೆ ಮತಗಟ್ಟೆ ಮಟ್ಟದ ಅಧಿಕಾರಿಗಳು ಮನೆ ಮನೆ ಪರಿಶೀಲನೆ ನಡೆಸಲಿದ್ದಾರೆ. ಅಕ್ಟೋಬರ್ 29 ರಂದು ಕರಡು ಮತದಾರರ ಪಟ್ಟಿ ಪ್ರಕಟಿಸಲಾಗುವುದು. ಅಕ್ಟೋಬರ್ 29 ರಿಂದ ನವೆಂಬರ್ 28 ರವರೆಗೆ ಹಕ್ಕು ಮತ್ತು ಆಕ್ಷೇಪಣೆಗಳನ್ನು ಸಲ್ಲಿಸಬಹುದು. ಡಿಸೆಂಬರ್ 24ರೊಳಗೆ ಹಕ್ಕು ಮತ್ತು ಆಕ್ಷೇಪಣೆಗಳನ್ನು ಇತ್ಯರ್ಥಪಡಿಸಲಾಗುವುದು. 2025 ಜನವರಿ 6ರಂದು ಅಂತಿಮ ಮತದಾರರ ಪಟ್ಟಿ ಪ್ರಕಟಿಸಲಾಗುವುದು. ಸಾರ್ವಜನಿಕರು ಈ ಅವಕಾಶವನ್ನು ಸದುಪಯೋಗಪಡಿಸಿಕೊಳ್ಳಬೇಕು ಎಂದು ಜಿಲ್ಲಾ ಚುನಾವಣಾಧಿಕಾರಿಗಳು ತಿಳಿಸಿದ್ದಾರೆ.: [746, 513, 942, 668]
- profile-title-3: ಡೈರಕ್ಷನ್ ಪದವೀಧರ: [543, 144, 628, 159]
- kps-top-rule: [0, 848, 740, 850]
- madilu-photo: [206, 1212, 394, 1308]
- profile-box-section: [536, 104, 736, 520]
- concert-photo-illustration: [214, 178, 530, 456]
- kps-caption-body: ಹುಣಸೂರು ಹೊಬಳಿಯ ಬಿ ವಿಭಾಗದ ಕ್ರೀಡಾಕೂಟದಲ್ಲಿ ಹುಣಸೂರಿನ ಕರ್ನಾಟಕ ಪಬ್ಲಿಕ್ ಶಾಲೆಯ ವಿದ್ಯಾರ್ಥಿಗಳು ಹೆಚ್ಚು ಪದಕಗಳನ್ನು ಪಡೆದು ಸಮಗ್ರ ಪ್ರಶಸ್ತಿ ಪಡೆದುಕೊಂಡರು. ಹೆಣ್ಣುಮಕ್ಕಳ ವಿಭಾಗದಲ್ಲಿ 600 ಮೀ. ಓಟದಲ್ಲಿ ಪ್ರಥಮ, 200 ಮೀ. ಓಟದಲ್ಲಿ ದ್ವಿತೀಯ, ಎತ್ತರ ಜಿಗಿತದಲ್ಲಿ ಪ್ರಥಮ ಸ್ಥಾನ ಪಡೆದರು. ಗಂಡುಮಕ್ಕಳ ವಿಭಾಗದಲ್ಲಿ ಚಕ್ರ ಎಸೆತ ಮತ್ತು ಗುಂಡು ಎಸೆತದಲ್ಲಿ ಪ್ರಥಮ ಸ್ಥಾನ ಪಡೆದರು.: [6, 1097, 398, 1126]
- sports-body: [408, 884, 738, 1012]
- caption-credit-line: [214, 504, 530, 513]
- madilu-body-col2: [206, 1314, 394, 1488]
- dreams-dateline: ಕೋಲಾರ:: [16, 567, 43, 576]
- profile-dateline: ಚಾಮರಾಜನಗರ:: [553, 169, 598, 178]
- women-body-text: ಕರ್ನಾಟಕ ರಾಜ್ಯ ಮಹಿಳಾ ಅಭಿವೃದ್ಧಿ ನಿಗಮದ ವತಿಯಿಂದ 2024-25ನೇ ಸಾಲಿಗೆ ದಮನಿತ ಮಹಿಳೆಯರ ಪುನರ್ವಸತಿ ಯೋಜನೆಯಡಿ ಸ್ವಯಂ ಉದ್ಯೋಗ ಕೈಗೊಳ್ಳಲು ನೀಡಲಾಗುವ 30 ಸಾವಿರ ರೂ. ಗಳ ಪ್ರೋತ್ಸಾಹಧನಕ್ಕೆ ಅರ್ಜಿ ಆಹ್ವಾನಿಸಲಾಗಿದೆ. ಅರ್ಜಿದಾರರು ಕರ್ನಾಟಕ ರಾಜ್ಯದ ಖಾಯಂ ನಿವಾಸಿಯಾಗಿರಬೇಕು. 18 ರಿಂದ 60 ವರ್ಷದೊಳಗಿನವರಾಗಿರಬೇಕು. ಅರ್ಹರು ಸೇವಾಸಿಂಧು ಪೋರ್ಟಲ್ ಮೂಲಕ ಅರ್ಜಿ ಸಲ್ಲಿಸಬೇಕು. ಹೆಚ್ಚಿನ ಮಾಹಿತಿಗೆ ಜಿಲ್ಲಾ ಕಚೇರಿ ಸಂಪರ್ಕಿಸಬಹುದು ಎಂದು ತಿಳಿಸಲಾಗಿದೆ.: [408, 1047, 738, 1101]
- lead-body: [6, 104, 204, 444]
- camp-photo-illustration: [610, 1176, 942, 1306]
- avirodha-photo-illustration: [800, 1356, 942, 1486]
- camp-left-rule: [605, 1166, 607, 1491]
- sun-icon: [776, 16, 788, 26]
- loan-headline: ಸಾಲ ಸೌಲಭ್ಯಕ್ಕಾಗಿ ಅರ್ಜಿ: [746, 64, 942, 86]
- masthead-date: 28.8.2024: [838, 46, 884, 55]
- masthead-divider: [890, 8, 892, 56]
- side-column-divider: [740, 62, 742, 1172]
- lead-headline: 3ನೇ ಬಾರಿ ಅಮೆರಿಕಕ್ಕೆ ತೆರಳುತ್ತಿರುವ ಸಿ.ಎಂ.ನರಸಿಂಹಮೂರ್ತಿ: [6, 66, 560, 100]
- avirodha-photo: [800, 1356, 942, 1486]
- masthead-logo: [740, 6, 900, 36]
- madilu-dateline: ತುಮಕೂರು:: [16, 1209, 50, 1218]
- avirodha-body-text: ನಗರದ ಮಾರುತಿ ಸಭಾಂಗಣದಲ್ಲಿ ನಡೆದ ಸಭೆಯಲ್ಲಿ ಜಿಲ್ಲಾ ಸಂಘದ ಪದಾಧಿಕಾರಿಗಳ ಆಯ್ಕೆ ಪ್ರಕ್ರಿಯೆ ನಡೆಯಿತು. ಅಧ್ಯಕ್ಷರಾಗಿ ಶ್ರೀನಿವಾಸ್, ಉಪಾಧ್ಯಕ್ಷರಾಗಿ ನಾರಾಯಣಸ್ವಾಮಿ, ಕಾರ್ಯದರ್ಶಿಯಾಗಿ ಮಂಜುನಾಥ್, ಖಜಾಂಚಿಯಾಗಿ ವೆಂಕಟೇಶ್ ಅವಿರೋಧವಾಗಿ ಆಯ್ಕೆಯಾದರು. ನೂತನ ಪದಾಧಿಕಾರಿಗಳನ್ನು ಸದಸ್ಯರು ಅಭಿನಂದಿಸಿದರು. ಸಂಘದ ಏಳಿಗೆಗಾಗಿ ಶ್ರಮಿಸುವುದಾಗಿ ನೂತನ ಅಧ್ಯಕ್ಷರು ತಿಳಿಸಿದರು. ಈ ಸಂದರ್ಭದಲ್ಲಿ ಸಂಘದ ಹಿರಿಯ ಸದಸ್ಯರು, ಮುಖಂಡರು ಹಾಜರಿದ್ದರು.: [614, 1387, 794, 1464]
- lead-dateline: ಚಾಮರಾಜನಗರ:: [16, 105, 61, 114]
- women-body: [408, 1046, 738, 1162]
- madilu-headline: [6, 1168, 602, 1204]
- madilu-body-col3: [402, 1208, 602, 1488]
- madilu-body-col1: [6, 1208, 198, 1488]
- kps-photo-illustration: [6, 852, 398, 1078]
- avirodha-dateline: ಕೋಲಾರ:: [624, 1387, 651, 1396]
- sports-headline: ಶೈಕ್ಷಣಿಕ ಶುಲ್ಕ ಮರುಪಾವತಿಗೆ ಕ್ರೀಡಾಪಟುಗಳಿಂದ ಅರ್ಜಿ: [408, 859, 640, 875]
